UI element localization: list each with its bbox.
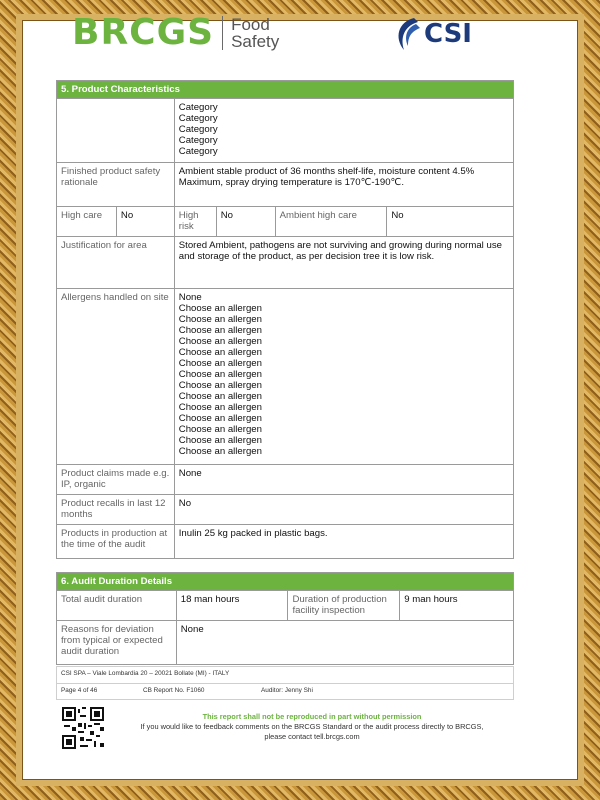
deviation-label: Reasons for deviation from typical or expected audit duration: [57, 621, 177, 665]
allergen-line: Choose an allergen: [178, 347, 262, 358]
allergen-line: Choose an allergen: [178, 369, 262, 380]
allergens-list: [174, 289, 513, 465]
csi-logo: [392, 16, 472, 52]
allergen-line: Choose an allergen: [178, 314, 262, 325]
section-6-title: 6. Audit Duration Details: [57, 573, 514, 591]
category-lines: [174, 99, 513, 163]
justification-value: Stored Ambient, pathogens are not surviving and growing during normal use and storage of the product, as per decision tree it is low risk.: [174, 237, 513, 289]
notice-feedback: If you would like to feedback comments on the BRCGS Standard or the audit process directly to BRCGS,: [140, 722, 484, 731]
brcgs-wordmark: BRCGS: [72, 12, 215, 53]
allergen-line: Choose an allergen: [178, 325, 262, 336]
auditor-name: Auditor: Jenny Shi: [261, 687, 313, 694]
brcgs-logo: [72, 12, 279, 53]
allergen-line: Choose an allergen: [178, 413, 262, 424]
category-line: Category: [178, 113, 218, 124]
brcgs-subtitle: [231, 16, 279, 50]
allergen-line: Choose an allergen: [178, 402, 262, 413]
section-5-title: 5. Product Characteristics: [57, 81, 514, 99]
allergen-line: Choose an allergen: [178, 391, 262, 402]
allergens-label: Allergens handled on site: [57, 289, 175, 465]
brcgs-subtitle-safety: Safety: [231, 31, 280, 51]
cb-report-number: CB Report No. F1060: [143, 687, 205, 694]
csi-wordmark: CSI: [424, 19, 472, 49]
csi-swoosh-icon: [392, 16, 422, 52]
category-line: Category: [178, 135, 218, 146]
category-line: Category: [178, 146, 218, 157]
production-value: Inulin 25 kg packed in plastic bags.: [174, 525, 513, 559]
claims-value: None: [174, 465, 513, 495]
recalls-label: Product recalls in last 12 months: [57, 495, 175, 525]
high-care-value: No: [116, 207, 174, 237]
notice-contact: please contact tell.brcgs.com: [264, 732, 360, 741]
production-inspection-label: Duration of production facility inspection: [288, 591, 400, 621]
page-footer: [56, 666, 514, 700]
ambient-high-care-label: Ambient high care: [275, 207, 387, 237]
claims-label: Product claims made e.g. IP, organic: [57, 465, 175, 495]
high-risk-value: No: [216, 207, 275, 237]
deviation-value: None: [176, 621, 513, 665]
category-line: Category: [178, 102, 218, 113]
logo-divider: [222, 16, 223, 50]
brcgs-subtitle-food: Food: [231, 14, 270, 34]
allergen-line: None: [178, 292, 202, 303]
total-duration-value: 18 man hours: [176, 591, 288, 621]
audit-duration-table: [56, 572, 514, 665]
product-characteristics-table: [56, 80, 514, 559]
production-label: Products in production at the time of the audit: [57, 525, 175, 559]
allergen-line: Choose an allergen: [178, 358, 262, 369]
category-line: Category: [178, 124, 218, 135]
category-label-cell: [57, 99, 175, 163]
production-inspection-value: 9 man hours: [400, 591, 514, 621]
page-number: Page 4 of 46: [61, 687, 98, 694]
allergen-line: Choose an allergen: [178, 336, 262, 347]
allergen-line: Choose an allergen: [178, 435, 262, 446]
allergen-line: Choose an allergen: [178, 380, 262, 391]
justification-label: Justification for area: [57, 237, 175, 289]
allergen-line: Choose an allergen: [178, 303, 262, 314]
allergen-line: Choose an allergen: [178, 424, 262, 435]
rationale-value: Ambient stable product of 36 months shelf-life, moisture content 4.5% Maximum, spray drying temperature is 170℃-190℃.: [174, 163, 513, 207]
footer-address: CSI SPA – Viale Lombardia 20 – 20021 Bollate (MI) - ITALY: [56, 666, 514, 684]
allergen-line: Choose an allergen: [178, 446, 262, 457]
rationale-label: Finished product safety rationale: [57, 163, 175, 207]
notice-warning: This report shall not be reproduced in part without permission: [202, 712, 422, 721]
ambient-high-care-value: No: [387, 207, 514, 237]
recalls-value: No: [174, 495, 513, 525]
reproduction-notice: [112, 712, 512, 742]
total-duration-label: Total audit duration: [57, 591, 177, 621]
high-risk-label: High risk: [174, 207, 216, 237]
footer-meta: [56, 684, 514, 700]
qr-code-icon: [62, 707, 104, 749]
high-care-label: High care: [57, 207, 117, 237]
